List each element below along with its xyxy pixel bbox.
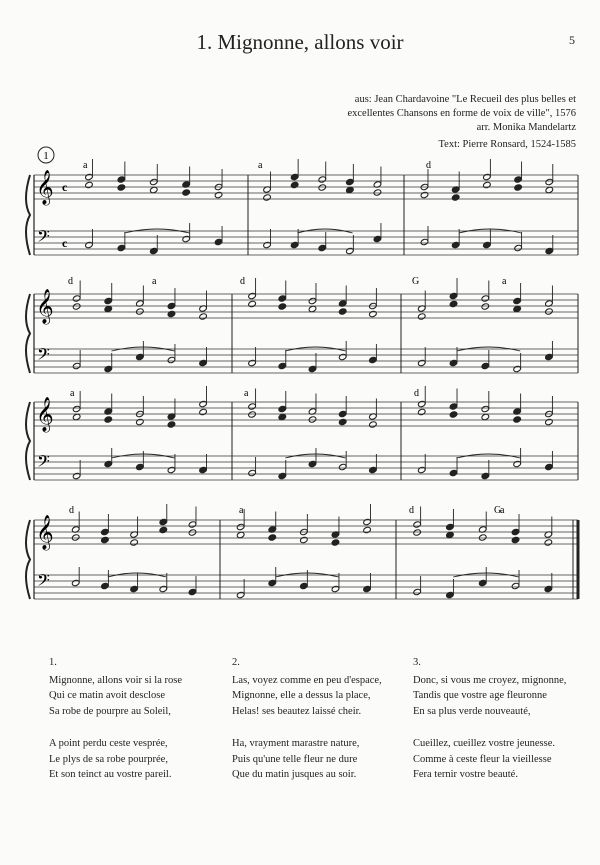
chord-symbol: a — [239, 505, 244, 516]
note-head — [420, 191, 429, 198]
note-head — [446, 523, 455, 530]
lyric-line: A point perdu ceste vesprée, — [49, 738, 168, 749]
note-head — [104, 305, 113, 312]
note-head — [104, 416, 113, 423]
note-head — [182, 235, 191, 242]
lyric-line: Mignonne, elle a dessus la place, — [232, 690, 371, 701]
note-head — [104, 460, 113, 467]
note-head — [101, 536, 110, 543]
note-head — [338, 308, 347, 315]
chord-symbol: d — [240, 276, 245, 287]
lyric-line: Le plys de sa robe pourprée, — [49, 753, 168, 765]
note-head — [248, 469, 257, 476]
note-head — [449, 359, 458, 366]
lyric-line: Sa robe de pourpre au Soleil, — [49, 705, 171, 717]
note-head — [511, 536, 520, 543]
stanza-number: 3. — [413, 657, 421, 668]
note-head — [136, 308, 145, 315]
system-brace — [26, 175, 30, 255]
stanza-gap — [232, 719, 382, 736]
note-head — [331, 539, 340, 546]
bass-clef: 𝄢 — [37, 451, 50, 475]
note-head — [130, 585, 139, 592]
lyric-line: Tandis que vostre age fleuronne — [413, 690, 547, 701]
note-head — [85, 181, 94, 188]
lyric-line: Comme à ceste fleur la vieillesse — [413, 753, 552, 765]
note-head — [72, 413, 81, 420]
system-number: 1 — [43, 150, 49, 162]
chord-symbol: d — [426, 160, 431, 171]
note-head — [545, 308, 554, 315]
note-head — [513, 460, 522, 467]
note-head — [308, 460, 317, 467]
note-head — [278, 362, 287, 369]
note-head — [182, 189, 191, 196]
system-brace — [26, 520, 30, 599]
note-head — [236, 531, 245, 538]
note-head — [369, 421, 378, 428]
note-head — [483, 241, 492, 248]
note-head — [338, 353, 347, 360]
lyrics-stanza-3 — [413, 655, 566, 783]
note-head — [511, 582, 520, 589]
stanza-number: 1. — [49, 657, 57, 668]
note-head — [72, 472, 81, 479]
note-head — [72, 362, 81, 369]
lyrics-stanza-1 — [49, 655, 182, 783]
note-head — [199, 466, 208, 473]
note-head — [483, 181, 492, 188]
note-head — [167, 356, 176, 363]
note-head — [346, 178, 355, 185]
note-head — [214, 191, 223, 198]
note-head — [248, 359, 257, 366]
system-brace — [26, 402, 30, 480]
note-head — [136, 418, 145, 425]
lyric-line: Ha, vrayment marastre nature, — [232, 738, 360, 749]
source-line: excellentes Chansons en forme de voix de ville", 1576 — [347, 108, 576, 119]
note-head — [420, 238, 429, 245]
note-head — [417, 408, 426, 415]
note-head — [188, 521, 197, 528]
bass-clef: 𝄢 — [37, 344, 50, 368]
note-head — [101, 528, 110, 535]
note-head — [248, 411, 257, 418]
note-head — [236, 591, 245, 598]
note-head — [290, 241, 299, 248]
chord-symbol: d — [414, 388, 419, 399]
chord-symbol: a — [152, 276, 157, 287]
note-head — [278, 405, 287, 412]
note-head — [278, 303, 287, 310]
note-head — [159, 585, 168, 592]
lyric-line: Helas! ses beautez laissé cheir. — [232, 705, 362, 717]
note-head — [248, 292, 257, 299]
note-head — [545, 418, 554, 425]
note-head — [338, 418, 347, 425]
note-head — [199, 359, 208, 366]
note-head — [544, 585, 553, 592]
note-head — [199, 313, 208, 320]
note-head — [446, 531, 455, 538]
note-head — [451, 241, 460, 248]
note-head — [373, 189, 382, 196]
note-head — [72, 303, 81, 310]
note-head — [101, 582, 110, 589]
lyric-line: Que du matin jusques au soir. — [232, 769, 357, 780]
treble-clef: 𝄞 — [36, 289, 54, 324]
note-head — [318, 244, 327, 251]
note-head — [331, 585, 340, 592]
note-head — [363, 526, 372, 533]
note-head — [199, 408, 208, 415]
lyric-line: Las, voyez comme en peu d'espace, — [232, 674, 382, 686]
note-head — [167, 310, 176, 317]
note-head — [545, 186, 554, 193]
note-head — [478, 579, 487, 586]
note-head — [117, 184, 126, 191]
time-signature: c — [62, 236, 68, 250]
note-head — [117, 244, 126, 251]
note-head — [514, 176, 523, 183]
note-head — [248, 300, 257, 307]
note-head — [481, 362, 490, 369]
note-head — [373, 235, 382, 242]
text-credit: Text: Pierre Ronsard, 1524-1585 — [438, 139, 576, 150]
note-head — [513, 305, 522, 312]
note-head — [308, 305, 317, 312]
note-head — [290, 173, 299, 180]
lyric-line: Et son teinct au vostre pareil. — [49, 769, 172, 780]
chord-symbol: a — [244, 388, 249, 399]
note-head — [417, 359, 426, 366]
note-head — [236, 523, 245, 530]
note-head — [369, 310, 378, 317]
note-head — [136, 463, 145, 470]
lyric-line: Qui ce matin avoit desclose — [49, 690, 166, 701]
note-head — [85, 241, 94, 248]
note-head — [417, 466, 426, 473]
stanza-gap — [49, 719, 182, 736]
note-head — [346, 247, 355, 254]
source-line: aus: Jean Chardavoine "Le Recueil des plus belles et — [354, 94, 576, 105]
note-head — [545, 247, 554, 254]
note-head — [167, 466, 176, 473]
note-head — [451, 194, 460, 201]
note-head — [481, 295, 490, 302]
note-head — [268, 579, 277, 586]
note-head — [449, 469, 458, 476]
note-head — [483, 173, 492, 180]
note-head — [363, 518, 372, 525]
chord-symbol: G — [494, 505, 502, 516]
lyric-line: En sa plus verde nouveauté, — [413, 705, 531, 717]
note-head — [308, 297, 317, 304]
note-head — [188, 588, 197, 595]
note-head — [545, 178, 554, 185]
note-head — [481, 413, 490, 420]
note-head — [544, 539, 553, 546]
system-brace — [26, 294, 30, 373]
note-head — [117, 176, 126, 183]
note-head — [449, 411, 458, 418]
note-head — [71, 534, 80, 541]
lyric-line: Cueillez, cueillez vostre jeunesse. — [413, 738, 555, 749]
note-head — [369, 356, 378, 363]
note-head — [104, 365, 113, 372]
note-head — [363, 585, 372, 592]
note-head — [346, 186, 355, 193]
lyrics-stanza-2 — [232, 655, 382, 783]
note-head — [308, 416, 317, 423]
note-head — [130, 539, 139, 546]
note-head — [199, 400, 208, 407]
note-head — [413, 521, 422, 528]
chord-symbol: a — [502, 276, 507, 287]
stanza-gap — [413, 719, 566, 736]
note-head — [268, 534, 277, 541]
treble-clef: 𝄞 — [36, 397, 54, 432]
note-head — [514, 244, 523, 251]
stanza-number: 2. — [232, 657, 240, 668]
note-head — [278, 413, 287, 420]
note-head — [413, 529, 422, 536]
note-head — [481, 405, 490, 412]
chord-symbol: a — [258, 160, 263, 171]
note-head — [159, 526, 168, 533]
note-head — [248, 403, 257, 410]
lyric-line: Puis qu'une telle fleur ne dure — [232, 753, 358, 765]
note-head — [149, 247, 158, 254]
note-head — [511, 528, 520, 535]
note-head — [514, 184, 523, 191]
time-signature: c — [62, 180, 68, 194]
lyric-line: Fera ternir vostre beauté. — [413, 769, 518, 780]
note-head — [214, 238, 223, 245]
note-head — [167, 302, 176, 309]
page-title: 1. Mignonne, allons voir — [196, 30, 404, 54]
note-head — [308, 365, 317, 372]
note-head — [417, 313, 426, 320]
treble-clef: 𝄞 — [36, 515, 54, 550]
note-head — [300, 582, 309, 589]
page-number: 5 — [569, 33, 575, 47]
note-head — [149, 186, 158, 193]
note-head — [318, 176, 327, 183]
chord-symbol: a — [500, 505, 505, 516]
note-head — [369, 466, 378, 473]
note-head — [417, 400, 426, 407]
note-head — [104, 297, 113, 304]
note-head — [278, 295, 287, 302]
lyric-line: Donc, si vous me croyez, mignonne, — [413, 674, 567, 686]
note-head — [159, 518, 168, 525]
note-head — [545, 463, 554, 470]
note-head — [263, 241, 272, 248]
note-head — [71, 579, 80, 586]
note-head — [338, 463, 347, 470]
note-head — [290, 181, 299, 188]
note-head — [263, 194, 272, 201]
note-head — [136, 353, 145, 360]
bass-clef: 𝄢 — [37, 226, 50, 250]
note-head — [513, 416, 522, 423]
note-head — [72, 295, 81, 302]
note-head — [167, 421, 176, 428]
note-head — [72, 405, 81, 412]
bass-clef: 𝄢 — [37, 570, 50, 594]
note-head — [449, 292, 458, 299]
note-head — [338, 410, 347, 417]
note-head — [545, 353, 554, 360]
note-head — [449, 300, 458, 307]
chord-symbol: d — [68, 276, 73, 287]
note-head — [188, 529, 197, 536]
lyric-line: Mignonne, allons voir si la rose — [49, 674, 182, 686]
note-head — [449, 403, 458, 410]
note-head — [149, 178, 158, 185]
note-head — [278, 472, 287, 479]
note-head — [413, 588, 422, 595]
note-head — [318, 184, 327, 191]
note-head — [446, 591, 455, 598]
chord-symbol: a — [83, 160, 88, 171]
treble-clef: 𝄞 — [36, 170, 54, 205]
note-head — [513, 365, 522, 372]
note-head — [478, 534, 487, 541]
chord-symbol: a — [70, 388, 75, 399]
note-head — [85, 173, 94, 180]
chord-symbol: G — [412, 276, 420, 287]
note-head — [481, 303, 490, 310]
note-head — [300, 536, 309, 543]
note-head — [513, 297, 522, 304]
chord-symbol: d — [69, 505, 74, 516]
note-head — [481, 472, 490, 479]
source-line: arr. Monika Mandelartz — [476, 122, 576, 133]
chord-symbol: d — [409, 505, 414, 516]
